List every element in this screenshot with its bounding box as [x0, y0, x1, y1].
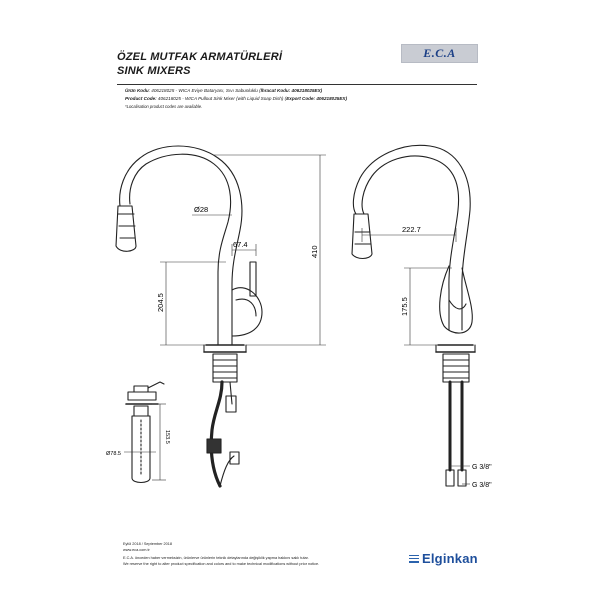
eca-logo-text: E.C.A	[423, 46, 456, 60]
localisation-note: *Localisation product codes are available.	[125, 104, 203, 109]
elginkan-mark-icon	[409, 555, 419, 563]
dim-hose-thread-2: G 3/8"	[472, 482, 492, 489]
dimension-lines	[124, 155, 470, 484]
title-turkish: ÖZEL MUTFAK ARMATÜRLERİ	[117, 51, 283, 63]
footer-site[interactable]: www.eca.com.tr	[123, 548, 150, 552]
dim-hose-thread-1: G 3/8"	[472, 464, 492, 471]
export-code-en-value: 406218025EX)	[315, 96, 347, 101]
dim-soap-diameter: Ø78.5	[106, 451, 121, 457]
elginkan-brand-text: Elginkan	[422, 551, 478, 566]
dim-total-height: 410	[310, 245, 319, 258]
elginkan-logo	[409, 551, 478, 566]
footer-date: Eylül 2018 / September 2018	[123, 542, 172, 546]
footer-note-en: We reserve the right to alter product specification and colors and to make technical modifications without prior notice.	[123, 562, 320, 566]
faucet-side-view	[116, 146, 262, 486]
faucet-front-view	[352, 145, 475, 486]
export-code-en-label: Export Code:	[286, 96, 316, 101]
dim-handle-offset: 67.4	[233, 240, 248, 249]
dim-soap-height: 153.5	[164, 430, 170, 444]
product-code-tr-text: : 406218025 - WICA Eviye Bataryası, Sıvı Sabunluklu (	[148, 88, 261, 93]
soap-dispenser-drawing	[126, 382, 164, 483]
title-english: SINK MIXERS	[117, 65, 191, 77]
product-code-tr-label: Ürün Kodu	[125, 88, 149, 93]
export-code-tr-value: : 406218025EX)	[288, 88, 323, 93]
dim-handle-height: 175.5	[400, 297, 409, 316]
dim-under-spout-height: 204.5	[156, 293, 165, 312]
product-code-en-text: 406218025 - WICA Pullout Sink Mixer (with Liquid Soap Dish) (	[156, 96, 287, 101]
dim-spout-reach: 222.7	[402, 225, 421, 234]
export-code-tr-label: İhracat Kodu	[260, 88, 289, 93]
product-code-en-label: Product Code:	[125, 96, 157, 101]
dim-spout-diameter: Ø28	[194, 205, 209, 214]
footer-note-tr: E.C.A. önceden haber vermeksizin, ürünlerve ürünlerin teknik detaylarında değişiklik yapma hakkını saklı tutar.	[123, 556, 309, 560]
